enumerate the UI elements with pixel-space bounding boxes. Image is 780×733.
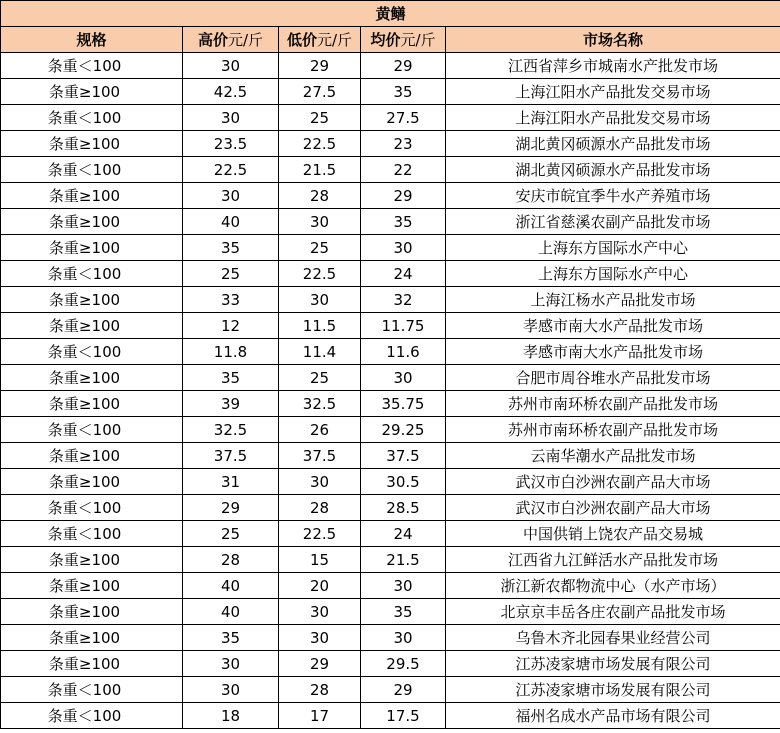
cell-low-price: 11.5: [279, 313, 361, 339]
cell-avg-price: 21.5: [361, 547, 446, 573]
header-low-label: 低价: [286, 31, 317, 49]
cell-market: 安庆市皖宜季牛水产养殖市场: [446, 183, 780, 209]
cell-spec: 条重＜100: [1, 339, 183, 365]
cell-high-price: 30: [183, 53, 279, 79]
cell-market: 中国供销上饶农产品交易城: [446, 521, 780, 547]
cell-spec: 条重＜100: [1, 677, 183, 703]
cell-avg-price: 11.75: [361, 313, 446, 339]
cell-market: 乌鲁木齐北园春果业经营公司: [446, 625, 780, 651]
cell-low-price: 17: [279, 703, 361, 729]
table-row: [1, 677, 780, 703]
cell-market: 湖北黄冈硕源水产品批发市场: [446, 131, 780, 157]
cell-high-price: 22.5: [183, 157, 279, 183]
table-row: [1, 209, 780, 235]
cell-high-price: 40: [183, 209, 279, 235]
cell-market: 上海江杨水产品批发市场: [446, 287, 780, 313]
header-low: [279, 27, 361, 53]
cell-low-price: 15: [279, 547, 361, 573]
cell-market: 上海江阳水产品批发交易市场: [446, 79, 780, 105]
cell-low-price: 29: [279, 651, 361, 677]
cell-high-price: 32.5: [183, 417, 279, 443]
table-row: [1, 443, 780, 469]
cell-avg-price: 35: [361, 209, 446, 235]
cell-low-price: 27.5: [279, 79, 361, 105]
cell-high-price: 12: [183, 313, 279, 339]
cell-market: 苏州市南环桥农副产品批发市场: [446, 417, 780, 443]
cell-spec: 条重≥100: [1, 365, 183, 391]
cell-high-price: 35: [183, 235, 279, 261]
cell-high-price: 30: [183, 183, 279, 209]
table-row: [1, 131, 780, 157]
table-row: [1, 313, 780, 339]
cell-market: 孝感市南大水产品批发市场: [446, 313, 780, 339]
cell-market: 福州名成水产品市场有限公司: [446, 703, 780, 729]
cell-high-price: 30: [183, 105, 279, 131]
cell-market: 北京京丰岳各庄农副产品批发市场: [446, 599, 780, 625]
cell-low-price: 37.5: [279, 443, 361, 469]
table-row: [1, 235, 780, 261]
cell-spec: 条重＜100: [1, 521, 183, 547]
cell-avg-price: 29: [361, 53, 446, 79]
cell-high-price: 25: [183, 521, 279, 547]
table-row: [1, 79, 780, 105]
cell-low-price: 25: [279, 105, 361, 131]
cell-spec: 条重≥100: [1, 443, 183, 469]
cell-spec: 条重≥100: [1, 313, 183, 339]
cell-spec: 条重≥100: [1, 651, 183, 677]
table-row: [1, 183, 780, 209]
cell-avg-price: 29: [361, 183, 446, 209]
cell-spec: 条重＜100: [1, 53, 183, 79]
cell-low-price: 11.4: [279, 339, 361, 365]
cell-spec: 条重≥100: [1, 391, 183, 417]
cell-low-price: 30: [279, 625, 361, 651]
cell-market: 江西省九江鲜活水产品批发市场: [446, 547, 780, 573]
cell-avg-price: 24: [361, 521, 446, 547]
cell-high-price: 28: [183, 547, 279, 573]
cell-avg-price: 30: [361, 365, 446, 391]
cell-low-price: 22.5: [279, 521, 361, 547]
table-row: [1, 287, 780, 313]
table-row: [1, 495, 780, 521]
cell-spec: 条重＜100: [1, 261, 183, 287]
cell-spec: 条重＜100: [1, 495, 183, 521]
table-row: [1, 53, 780, 79]
cell-avg-price: 35.75: [361, 391, 446, 417]
header-high-unit: 元/斤: [227, 31, 264, 49]
cell-low-price: 28: [279, 495, 361, 521]
table-row: [1, 703, 780, 729]
cell-market: 江苏凌家塘市场发展有限公司: [446, 677, 780, 703]
cell-low-price: 20: [279, 573, 361, 599]
header-market: 市场名称: [446, 27, 780, 53]
cell-spec: 条重＜100: [1, 417, 183, 443]
cell-low-price: 22.5: [279, 261, 361, 287]
cell-avg-price: 24: [361, 261, 446, 287]
cell-spec: 条重＜100: [1, 105, 183, 131]
cell-low-price: 30: [279, 469, 361, 495]
cell-avg-price: 30: [361, 573, 446, 599]
header-high-label: 高价: [197, 31, 228, 49]
cell-spec: 条重≥100: [1, 625, 183, 651]
cell-avg-price: 32: [361, 287, 446, 313]
cell-high-price: 23.5: [183, 131, 279, 157]
cell-avg-price: 28.5: [361, 495, 446, 521]
cell-low-price: 25: [279, 365, 361, 391]
cell-low-price: 26: [279, 417, 361, 443]
cell-high-price: 35: [183, 625, 279, 651]
header-low-unit: 元/斤: [316, 31, 353, 49]
cell-high-price: 40: [183, 599, 279, 625]
cell-avg-price: 30: [361, 235, 446, 261]
cell-high-price: 30: [183, 651, 279, 677]
cell-low-price: 25: [279, 235, 361, 261]
cell-market: 浙江省慈溪农副产品批发市场: [446, 209, 780, 235]
cell-spec: 条重≥100: [1, 469, 183, 495]
title-row: [1, 1, 780, 27]
cell-avg-price: 17.5: [361, 703, 446, 729]
cell-market: 苏州市南环桥农副产品批发市场: [446, 391, 780, 417]
table-row: [1, 157, 780, 183]
table-row: [1, 339, 780, 365]
cell-spec: 条重≥100: [1, 131, 183, 157]
header-high: [183, 27, 279, 53]
cell-avg-price: 35: [361, 599, 446, 625]
table-row: [1, 625, 780, 651]
cell-market: 上海江阳水产品批发交易市场: [446, 105, 780, 131]
cell-spec: 条重＜100: [1, 703, 183, 729]
cell-high-price: 33: [183, 287, 279, 313]
cell-avg-price: 11.6: [361, 339, 446, 365]
cell-market: 江西省萍乡市城南水产批发市场: [446, 53, 780, 79]
cell-high-price: 42.5: [183, 79, 279, 105]
table-row: [1, 391, 780, 417]
table-row: [1, 521, 780, 547]
cell-low-price: 30: [279, 209, 361, 235]
cell-high-price: 31: [183, 469, 279, 495]
cell-avg-price: 30: [361, 625, 446, 651]
table-row: [1, 547, 780, 573]
cell-avg-price: 35: [361, 79, 446, 105]
header-avg-label: 均价: [370, 31, 401, 49]
cell-avg-price: 29.5: [361, 651, 446, 677]
cell-spec: 条重≥100: [1, 183, 183, 209]
cell-spec: 条重≥100: [1, 287, 183, 313]
cell-spec: 条重≥100: [1, 79, 183, 105]
cell-avg-price: 22: [361, 157, 446, 183]
table-row: [1, 261, 780, 287]
cell-spec: 条重≥100: [1, 573, 183, 599]
cell-high-price: 30: [183, 677, 279, 703]
cell-low-price: 29: [279, 53, 361, 79]
cell-avg-price: 27.5: [361, 105, 446, 131]
cell-avg-price: 30.5: [361, 469, 446, 495]
cell-market: 孝感市南大水产品批发市场: [446, 339, 780, 365]
cell-high-price: 39: [183, 391, 279, 417]
header-avg-unit: 元/斤: [400, 31, 436, 49]
cell-low-price: 30: [279, 287, 361, 313]
cell-high-price: 11.8: [183, 339, 279, 365]
cell-market: 浙江新农都物流中心（水产市场）: [446, 573, 780, 599]
table-title: 黄鳝: [1, 1, 780, 27]
cell-spec: 条重≥100: [1, 547, 183, 573]
cell-market: 上海东方国际水产中心: [446, 235, 780, 261]
cell-high-price: 35: [183, 365, 279, 391]
cell-market: 合肥市周谷堆水产品批发市场: [446, 365, 780, 391]
table-row: [1, 417, 780, 443]
cell-low-price: 22.5: [279, 131, 361, 157]
table-row: [1, 365, 780, 391]
cell-market: 江苏凌家塘市场发展有限公司: [446, 651, 780, 677]
cell-avg-price: 29.25: [361, 417, 446, 443]
cell-avg-price: 23: [361, 131, 446, 157]
cell-market: 湖北黄冈硕源水产品批发市场: [446, 157, 780, 183]
table-row: [1, 573, 780, 599]
cell-spec: 条重≥100: [1, 599, 183, 625]
cell-high-price: 40: [183, 573, 279, 599]
cell-spec: 条重＜100: [1, 157, 183, 183]
header-row: [1, 27, 780, 53]
cell-high-price: 37.5: [183, 443, 279, 469]
cell-market: 云南华潮水产品批发市场: [446, 443, 780, 469]
table-body: [1, 53, 780, 729]
cell-high-price: 29: [183, 495, 279, 521]
cell-low-price: 32.5: [279, 391, 361, 417]
cell-market: 武汉市白沙洲农副产品大市场: [446, 495, 780, 521]
header-avg: [361, 27, 446, 53]
cell-spec: 条重≥100: [1, 209, 183, 235]
cell-market: 上海东方国际水产中心: [446, 261, 780, 287]
table-row: [1, 105, 780, 131]
cell-avg-price: 37.5: [361, 443, 446, 469]
cell-low-price: 28: [279, 677, 361, 703]
cell-high-price: 25: [183, 261, 279, 287]
cell-high-price: 18: [183, 703, 279, 729]
table-row: [1, 599, 780, 625]
cell-spec: 条重≥100: [1, 235, 183, 261]
header-spec: 规格: [1, 27, 183, 53]
cell-low-price: 28: [279, 183, 361, 209]
cell-avg-price: 29: [361, 677, 446, 703]
table-row: [1, 651, 780, 677]
table-row: [1, 469, 780, 495]
cell-low-price: 21.5: [279, 157, 361, 183]
cell-market: 武汉市白沙洲农副产品大市场: [446, 469, 780, 495]
cell-low-price: 30: [279, 599, 361, 625]
